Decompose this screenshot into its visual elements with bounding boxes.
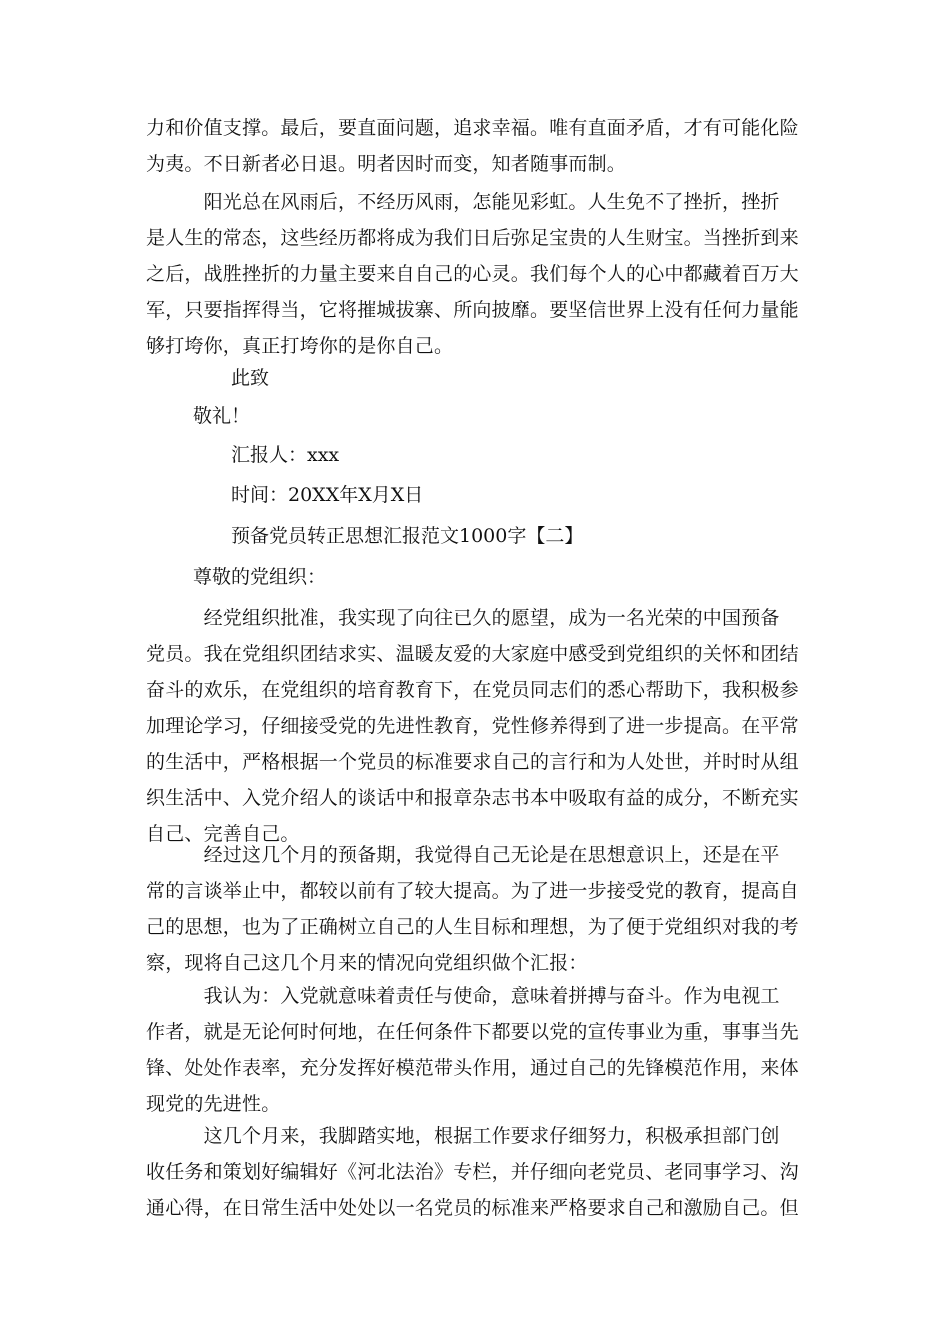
text-line: 是人生的常态，这些经历都将成为我们日后弥足宝贵的人生财宝。当挫折到来 xyxy=(146,227,799,249)
date-line: 时间：20XX年X月X日 xyxy=(231,484,424,506)
text-line: 常的言谈举止中，都较以前有了较大提高。为了进一步接受党的教育，提高自 xyxy=(146,880,799,902)
text-line: 察，现将自己这几个月来的情况向党组织做个汇报： xyxy=(146,952,588,974)
text-line: 之后，战胜挫折的力量主要来自自己的心灵。我们每个人的心中都藏着百万大 xyxy=(146,263,799,285)
text-line: 为夷。不日新者必日退。明者因时而变，知者随事而制。 xyxy=(146,153,627,175)
greeting-line: 尊敬的党组织： xyxy=(193,566,327,588)
text-line: 的生活中，严格根据一个党员的标准要求自己的言行和为人处世，并时时从组 xyxy=(146,751,799,773)
text-line: 够打垮你，真正打垮你的是你自己。 xyxy=(146,335,454,357)
text-line: 党员。我在党组织团结求实、温暖友爱的大家庭中感受到党组织的关怀和团结 xyxy=(146,643,799,665)
text-line: 阳光总在风雨后，不经历风雨，怎能见彩虹。人生免不了挫折，挫折 xyxy=(146,191,780,213)
text-line: 军，只要指挥得当，它将摧城拔寨、所向披靡。要坚信世界上没有任何力量能 xyxy=(146,299,799,321)
text-line: 力和价值支撑。最后，要直面问题，追求幸福。唯有直面矛盾，才有可能化险 xyxy=(146,117,799,139)
closing-line: 此致 xyxy=(231,367,270,389)
text-line: 这几个月来，我脚踏实地，根据工作要求仔细努力，积极承担部门创 xyxy=(146,1125,780,1147)
text-line: 我认为：入党就意味着责任与使命，意味着拼搏与奋斗。作为电视工 xyxy=(146,985,780,1007)
paragraph-approval xyxy=(146,600,806,852)
salutation-line: 敬礼！ xyxy=(193,405,251,427)
text-line: 加理论学习，仔细接受党的先进性教育，党性修养得到了进一步提高。在平常 xyxy=(146,715,799,737)
section-title: 预备党员转正思想汇报范文1000字【二】 xyxy=(231,525,584,547)
text-line: 锋、处处作表率，充分发挥好模范带头作用，通过自己的先锋模范作用，来体 xyxy=(146,1057,799,1079)
text-line: 现党的先进性。 xyxy=(146,1093,281,1115)
text-line: 经党组织批准，我实现了向往已久的愿望，成为一名光荣的中国预备 xyxy=(146,607,780,629)
text-line: 作者，就是无论何时何地，在任何条件下都要以党的宣传事业为重，事事当先 xyxy=(146,1021,799,1043)
text-line: 己的思想，也为了正确树立自己的人生目标和理想，为了便于党组织对我的考 xyxy=(146,916,799,938)
text-line: 通心得，在日常生活中处处以一名党员的标准来严格要求自己和激励自己。但 xyxy=(146,1197,799,1219)
text-line: 经过这几个月的预备期，我觉得自己无论是在思想意识上，还是在平 xyxy=(146,844,780,866)
paragraph-responsibility xyxy=(146,978,806,1122)
paragraph-work xyxy=(146,1118,806,1226)
paragraph-rainbow xyxy=(146,184,806,364)
text-line: 收任务和策划好编辑好《河北法治》专栏，并仔细向老党员、老同事学习、沟 xyxy=(146,1161,799,1183)
text-line: 织生活中、入党介绍人的谈话中和报章杂志书本中吸取有益的成分，不断充实 xyxy=(146,787,799,809)
text-line: 奋斗的欢乐，在党组织的培育教育下，在党员同志们的悉心帮助下，我积极参 xyxy=(146,679,799,701)
paragraph-continued xyxy=(146,110,806,182)
reporter-line: 汇报人：xxx xyxy=(231,444,340,466)
paragraph-probation xyxy=(146,837,806,981)
text-line: 自己、完善自己。 xyxy=(146,823,300,845)
